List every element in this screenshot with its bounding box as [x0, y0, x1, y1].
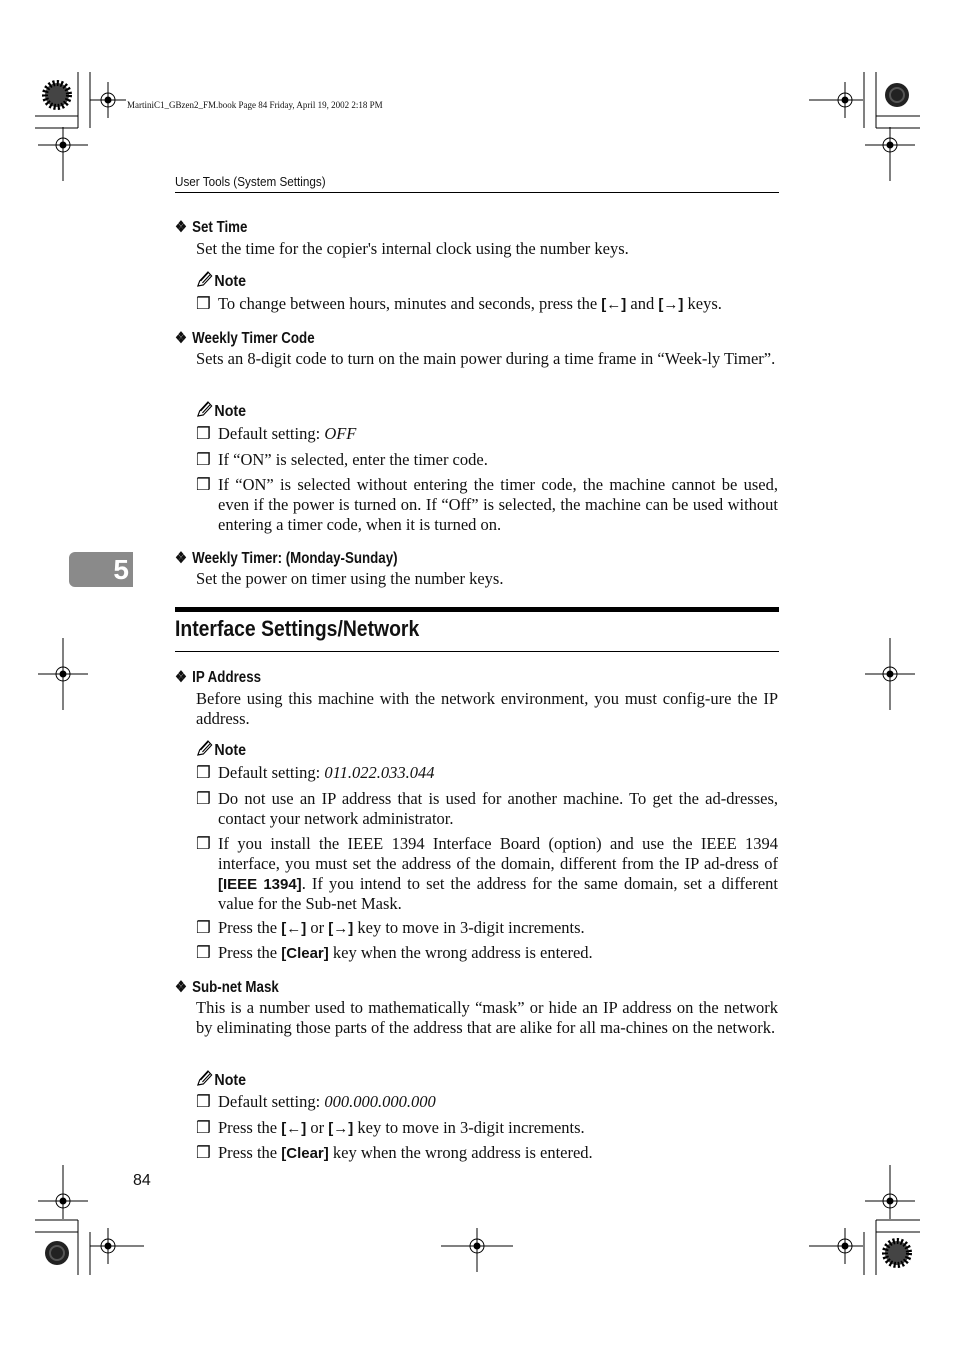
clear-key: [Clear] — [281, 1145, 329, 1162]
header-rule — [175, 192, 779, 193]
note-item: ❒ Press the [←] or [→] key to move in 3-digit increments. — [196, 1118, 585, 1137]
left-arrow-key: [←] — [281, 920, 307, 937]
clear-key: [Clear] — [281, 945, 329, 962]
note-item: ❒ Default setting: 000.000.000.000 — [196, 1092, 436, 1111]
pencil-icon — [196, 1070, 213, 1086]
note-item: ❒ Do not use an IP address that is used for another machine. To get the ad-dresses, contact your network administrator. — [196, 789, 778, 828]
heading-weekly-timer-code: ❖ Weekly Timer Code — [175, 330, 315, 347]
diamond-bullet-icon: ❖ — [175, 669, 187, 686]
file-header: MartiniC1_GBzen2_FM.book Page 84 Friday, April 19, 2002 2:18 PM — [127, 100, 383, 110]
note-item: ❒ Press the [←] or [→] key to move in 3-digit increments. — [196, 918, 585, 937]
checkbox-bullet-icon: ❒ — [196, 763, 211, 782]
checkbox-bullet-icon: ❒ — [196, 424, 211, 443]
left-arrow-key: [←] — [601, 296, 627, 313]
checkbox-bullet-icon: ❒ — [196, 789, 211, 808]
note-item: ❒ Default setting: 011.022.033.044 — [196, 763, 435, 782]
checkbox-bullet-icon: ❒ — [196, 450, 211, 469]
left-arrow-key: [←] — [281, 1120, 307, 1137]
right-arrow-key: [→] — [328, 1120, 354, 1137]
checkbox-bullet-icon: ❒ — [196, 294, 211, 313]
weekly-timer-body: Set the power on timer using the number keys. — [196, 569, 504, 588]
note-item: ❒ Press the [Clear] key when the wrong address is entered. — [196, 1143, 593, 1162]
note-label: Note — [196, 1070, 246, 1090]
checkbox-bullet-icon: ❒ — [196, 918, 211, 937]
pencil-icon — [196, 401, 213, 417]
page-number: 84 — [133, 1172, 151, 1189]
heading-subnet-mask: ❖ Sub-net Mask — [175, 979, 279, 996]
section-top-rule — [175, 607, 779, 612]
checkbox-bullet-icon: ❒ — [196, 1092, 211, 1111]
note-item: ❒ Default setting: OFF — [196, 424, 357, 443]
ieee-1394-key: [IEEE 1394] — [218, 875, 302, 893]
pencil-icon — [196, 271, 213, 287]
note-item: ❒ Press the [Clear] key when the wrong address is entered. — [196, 943, 593, 962]
note-item: ❒ If “ON” is selected, enter the timer code. — [196, 450, 488, 469]
note-item: ❒ If you install the IEEE 1394 Interface Board (option) and use the IEEE 1394 interface, you must set the address of the domain, different from the IP ad-dress of [IEEE 1394]. If you intend to set the address for the same domain, set a different value for the Sub-net Mask. — [196, 834, 778, 914]
diamond-bullet-icon: ❖ — [175, 979, 187, 996]
checkbox-bullet-icon: ❒ — [196, 1143, 211, 1162]
checkbox-bullet-icon: ❒ — [196, 475, 211, 494]
chapter-tab: 5 — [69, 552, 133, 587]
section-bottom-rule — [175, 651, 779, 652]
checkbox-bullet-icon: ❒ — [196, 1118, 211, 1137]
heading-weekly-timer: ❖ Weekly Timer: (Monday-Sunday) — [175, 550, 398, 567]
note-item: ❒ To change between hours, minutes and seconds, press the [←] and [→] keys. — [196, 294, 722, 313]
diamond-bullet-icon: ❖ — [175, 550, 187, 567]
note-label: Note — [196, 740, 246, 760]
diamond-bullet-icon: ❖ — [175, 330, 187, 347]
section-title: Interface Settings/Network — [175, 616, 420, 641]
right-arrow-key: [→] — [658, 296, 684, 313]
checkbox-bullet-icon: ❒ — [196, 943, 211, 962]
heading-ip-address: ❖ IP Address — [175, 669, 262, 686]
ip-address-body: Before using this machine with the network environment, you must config-ure the IP address. — [196, 689, 778, 728]
note-item: ❒ If “ON” is selected without entering the timer code, the machine cannot be used, even if the power is turned on. If “Off” is selected, the machine can be used without entering a timer code, when it is turned on. — [196, 475, 778, 534]
pencil-icon — [196, 740, 213, 756]
note-label: Note — [196, 271, 246, 291]
heading-set-time: ❖ Set Time — [175, 219, 248, 236]
subnet-mask-body: This is a number used to mathematically “mask” or hide an IP address on the network by eliminating those parts of the address that are alike for all ma-chines on the network. — [196, 998, 778, 1037]
note-label: Note — [196, 401, 246, 421]
running-header: User Tools (System Settings) — [175, 174, 326, 189]
weekly-timer-code-body: Sets an 8-digit code to turn on the main power during a time frame in “Week-ly Timer”. — [196, 349, 776, 368]
checkbox-bullet-icon: ❒ — [196, 834, 211, 853]
diamond-bullet-icon: ❖ — [175, 219, 187, 236]
right-arrow-key: [→] — [328, 920, 354, 937]
set-time-body: Set the time for the copier's internal clock using the number keys. — [196, 239, 629, 258]
